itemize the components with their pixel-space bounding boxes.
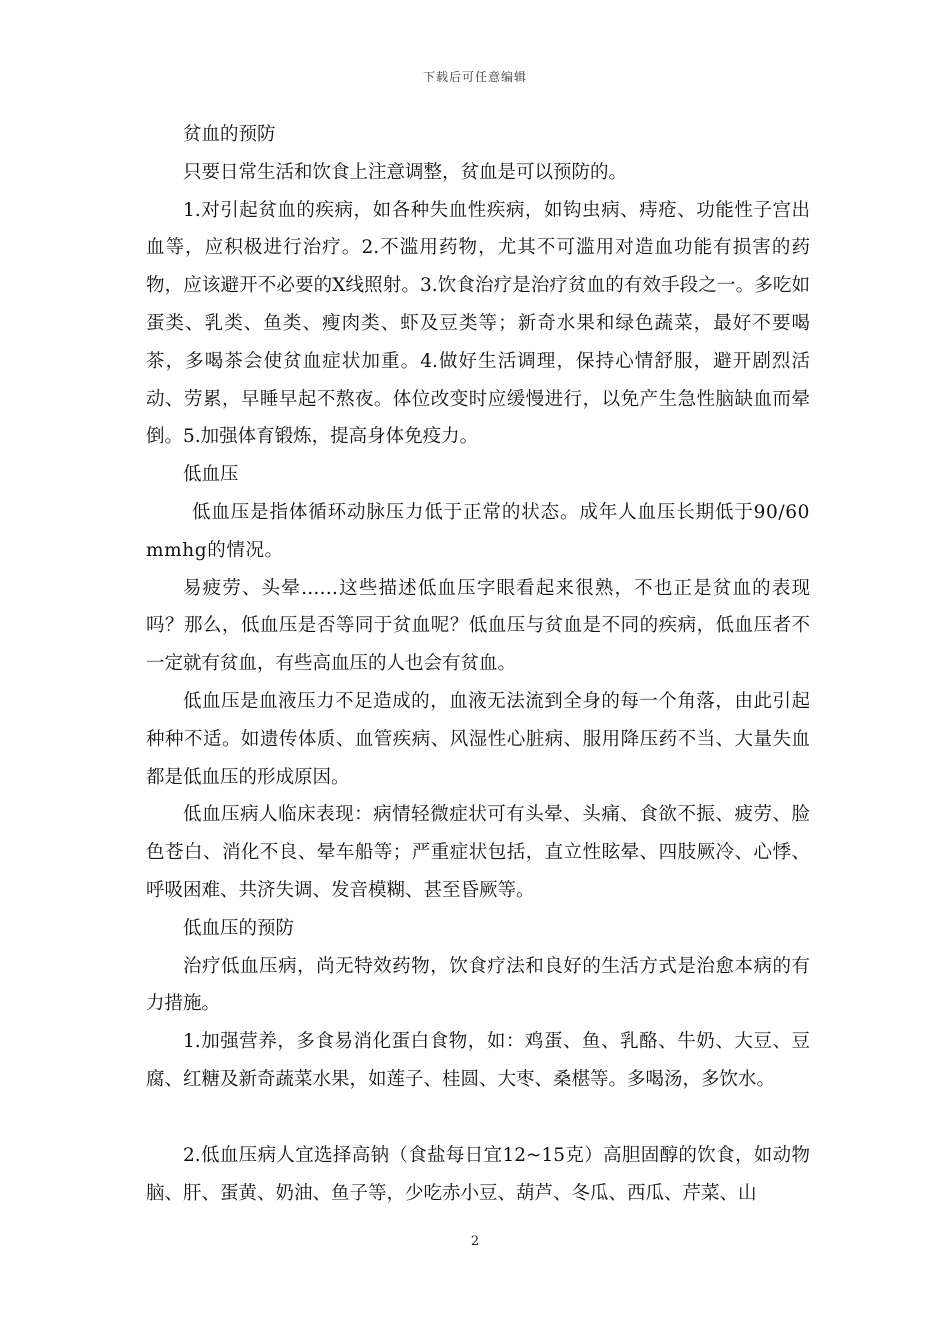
paragraph-spacer — [146, 1099, 810, 1137]
paragraph: 易疲劳、头晕……这些描述低血压字眼看起来很熟，不也正是贫血的表现吗？那么，低血压是否等同于贫血呢？低血压与贫血是不同的疾病，低血压者不一定就有贫血，有些高血压的人也会有贫血。 — [146, 577, 810, 675]
paragraph: 低血压是指体循环动脉压力低于正常的状态。成年人血压长期低于90/60mmhg的情况。 — [146, 501, 810, 561]
paragraph: 治疗低血压病，尚无特效药物，饮食疗法和良好的生活方式是治愈本病的有力措施。 — [146, 955, 810, 1015]
section-heading-hypotension: 低血压 — [183, 464, 239, 486]
section-heading-hypotension-prevention: 低血压的预防 — [183, 917, 295, 939]
paragraph: 低血压病人临床表现：病情轻微症状可有头晕、头痛、食欲不振、疲劳、脸色苍白、消化不良、晕车船等；严重症状包括，直立性眩晕、四肢厥冷、心悸、呼吸困难、共济失调、发音模糊、甚至昏厥等。 — [146, 804, 810, 901]
page-header: 下载后可任意编辑 — [422, 70, 527, 84]
page-number: 2 — [470, 1234, 480, 1249]
paragraph: 1.加强营养，多食易消化蛋白食物，如：鸡蛋、鱼、乳酪、牛奶、大豆、豆腐、红糖及新奇蔬菜水果，如莲子、桂圆、大枣、桑椹等。多喝汤，多饮水。 — [146, 1031, 810, 1090]
section-heading-anemia-prevention: 贫血的预防 — [183, 124, 276, 145]
paragraph: 只要日常生活和饮食上注意调整，贫血是可以预防的。 — [183, 161, 628, 183]
paragraph: 1.对引起贫血的疾病，如各种失血性疾病，如钩虫病、痔疮、功能性子宫出血等，应积极进行治疗。2.不滥用药物，尤其不可滥用对造血功能有损害的药物，应该避开不必要的X线照射。3.饮食治疗是治疗贫血的有效手段之一。多吃如蛋类、乳类、鱼类、瘦肉类、虾及豆类等；新奇水果和绿色蔬菜，最好不要喝茶，多喝茶会使贫血症状加重。4.做好生活调理，保持心情舒服，避开剧烈活动、劳累，早睡早起不熬夜。体位改变时应缓慢进行，以免产生急性脑缺血而晕倒。5.加强体育锻炼，提高身体免疫力。 — [146, 199, 810, 448]
paragraph: 2.低血压病人宜选择高钠（食盐每日宜12~15克）高胆固醇的饮食，如动物脑、肝、蛋黄、奶油、鱼子等，少吃赤小豆、葫芦、冬瓜、西瓜、芹菜、山 — [146, 1144, 810, 1204]
paragraph: 低血压是血液压力不足造成的，血液无法流到全身的每一个角落，由此引起种种不适。如遗传体质、血管疾病、风湿性心脏病、服用降压药不当、大量失血都是低血压的形成原因。 — [146, 690, 810, 788]
document-body — [146, 116, 810, 1212]
